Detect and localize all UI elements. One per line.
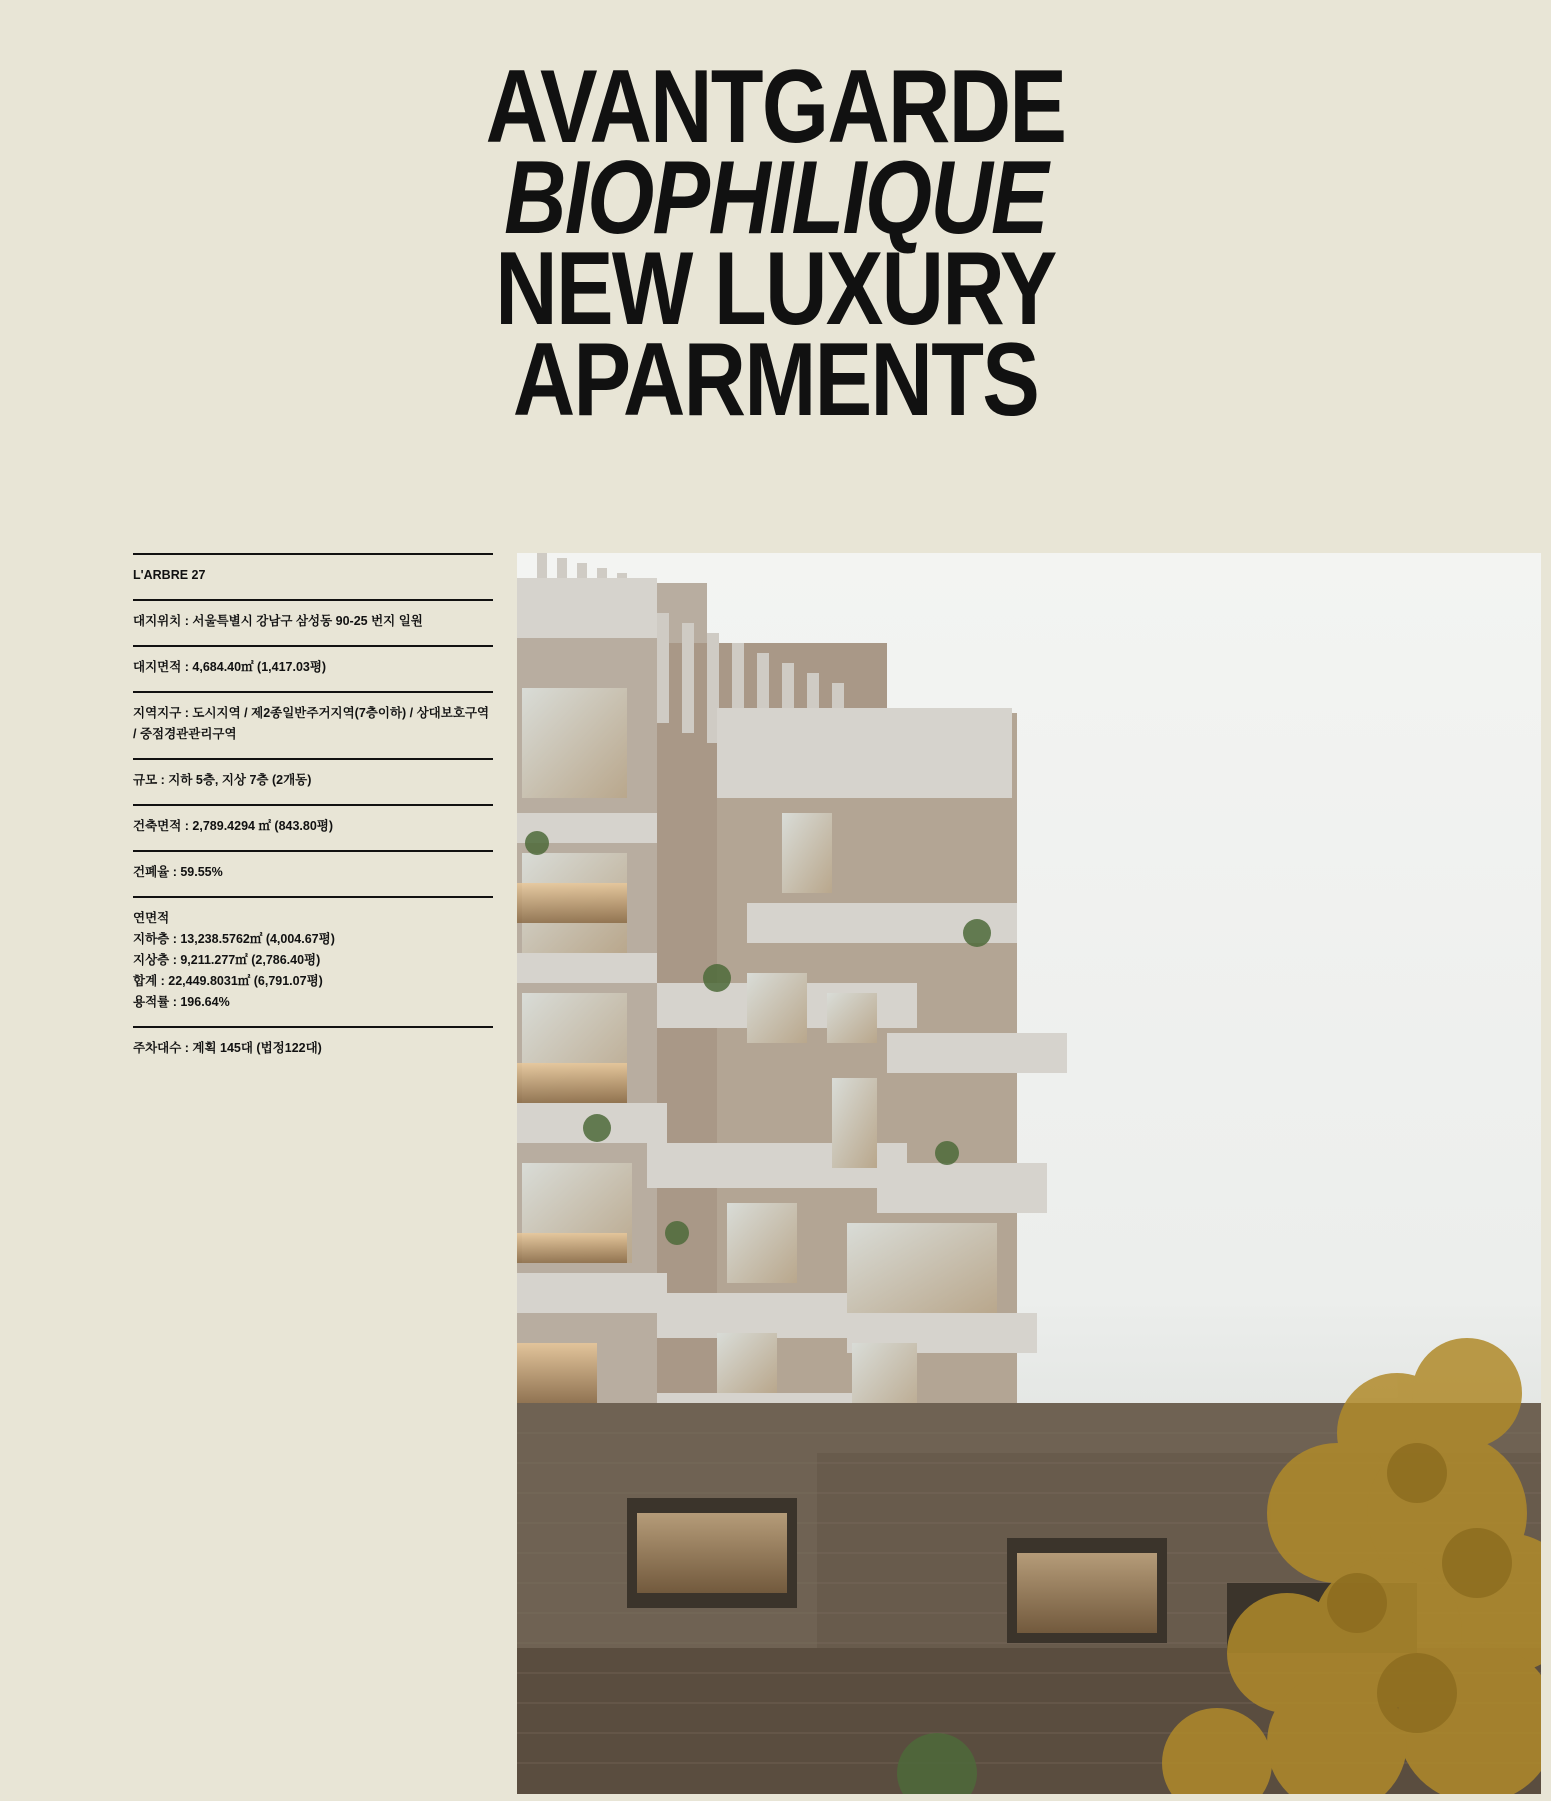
hero-headline [132,49,1419,438]
headline-line-4: APARMENTS [512,322,1039,438]
spec-project-name-text: L'ARBRE 27 [133,568,206,582]
building-render-image [517,553,1541,1794]
headline-line-2: BIOPHILIQUE [504,140,1047,256]
spec-building-area [133,804,493,850]
headline-line-3: NEW LUXURY [495,231,1056,347]
spec-parking [133,1026,493,1072]
spec-gross-floor-area [133,896,493,1026]
spec-gfa-below: 지하층 : 13,238.5762㎡ (4,004.67평) [133,932,335,946]
spec-coverage-text: 건폐율 : 59.55% [133,865,223,879]
spec-building-area-text: 건축면적 : 2,789.4294 ㎡ (843.80평) [133,819,334,833]
headline-line-1: AVANTGARDE [485,49,1066,165]
spec-gfa-total: 합계 : 22,449.8031㎡ (6,791.07평) [133,974,323,988]
spec-coverage [133,850,493,896]
spec-far: 용적률 : 196.64% [133,995,230,1009]
project-spec-list [133,553,493,1072]
spec-project-name [133,553,493,599]
spec-scale [133,758,493,804]
spec-gfa-above: 지상층 : 9,211.277㎡ (2,786.40평) [133,953,321,967]
spec-site-area [133,645,493,691]
spec-scale-text: 규모 : 지하 5층, 지상 7층 (2개동) [133,773,312,787]
spec-parking-text: 주차대수 : 계획 145대 (법정122대) [133,1041,322,1055]
spec-gfa-title: 연면적 [133,911,170,925]
spec-zoning [133,691,493,758]
spec-location-text: 대지위치 : 서울특별시 강남구 삼성동 90-25 번지 일원 [133,614,423,628]
spec-site-area-text: 대지면적 : 4,684.40㎡ (1,417.03평) [133,660,327,674]
spec-zoning-text: 지역지구 : 도시지역 / 제2종일반주거지역(7층이하) / 상대보호구역 / 중점경관관리구역 [133,706,490,741]
spec-location [133,599,493,645]
